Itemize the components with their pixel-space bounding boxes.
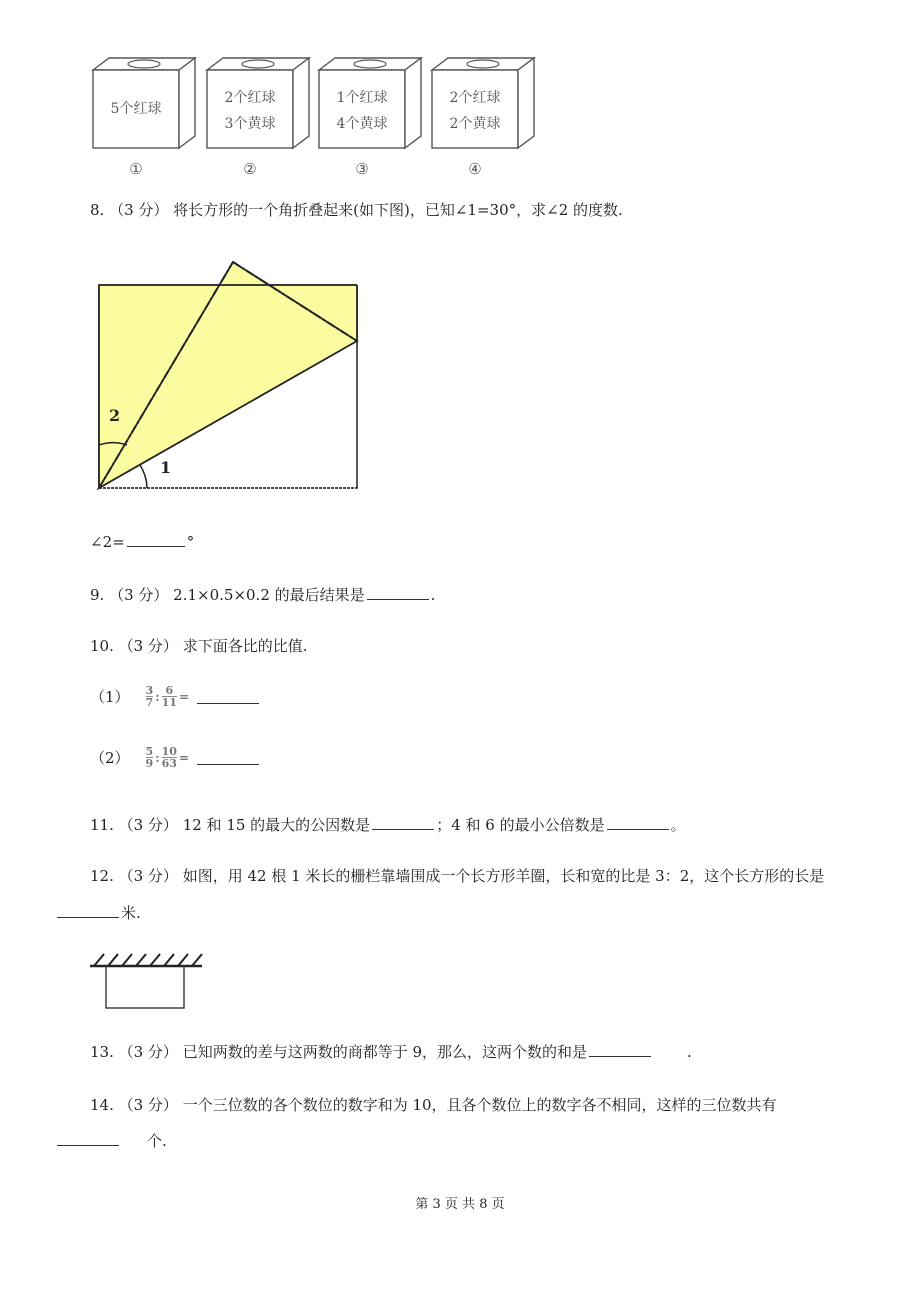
wall-hatching	[94, 954, 202, 966]
question-12-suffix: 米.	[121, 904, 141, 922]
question-10-item-2	[90, 746, 261, 769]
question-12-text: 12. （3 分） 如图，用 42 根 1 米长的栅栏靠墙围成一个长方形羊圈，长和宽的比是 3：2，这个长方形的长是	[90, 867, 825, 885]
answer-11-2-blank[interactable]	[607, 815, 669, 830]
frac-denominator: 11	[161, 696, 177, 709]
angle-1-label: 1	[160, 458, 172, 477]
answer-12-blank[interactable]	[57, 903, 119, 918]
question-13-text: 13. （3 分） 已知两数的差与这两数的商都等于 9，那么，这两个数的和是	[90, 1043, 588, 1061]
equals-sign: =	[178, 689, 190, 704]
question-11-mid: ；4 和 6 的最小公倍数是	[436, 816, 605, 834]
answer-10-2-blank[interactable]	[197, 750, 259, 765]
frac-numerator: 10	[161, 745, 177, 758]
answer-13-blank[interactable]	[589, 1042, 651, 1057]
frac-denominator: 9	[145, 757, 154, 770]
answer-14-blank[interactable]	[57, 1131, 119, 1146]
ratio-sign: :	[155, 689, 160, 704]
answer-10-1-blank[interactable]	[197, 689, 259, 704]
question-12-answer	[55, 903, 141, 923]
folded-rectangle-figure	[90, 255, 370, 495]
pen-rectangle	[106, 966, 184, 1008]
box-1-line-1: 5个红球	[110, 101, 162, 117]
question-8-answer	[90, 532, 194, 552]
frac-numerator: 5	[145, 745, 154, 758]
fence-wall-figure	[88, 950, 208, 1018]
question-9-text: 9. （3 分） 2.1×0.5×0.2 的最后结果是	[90, 586, 365, 604]
question-14-answer	[55, 1131, 167, 1151]
angle-1-arc	[140, 465, 147, 488]
box-1-label: ①	[129, 160, 143, 178]
question-9	[90, 585, 435, 605]
question-14-text: 14. （3 分） 一个三位数的各个数位的数字和为 10，且各个数位上的数字各不相同，这样的三位数共有	[90, 1096, 777, 1114]
item-2-label: （2）	[90, 748, 130, 767]
frac-numerator: 3	[145, 684, 154, 697]
answer-8-blank[interactable]	[127, 532, 185, 547]
box-4-line-1: 2个红球	[449, 90, 501, 106]
answer-8-prefix: ∠2=	[90, 533, 125, 551]
answer-8-suffix: °	[186, 533, 195, 551]
frac-denominator: 7	[145, 696, 154, 709]
question-9-suffix: .	[430, 586, 436, 604]
page-footer: 第 3 页 共 8 页	[415, 1197, 505, 1212]
box-3-line-2: 4个黄球	[336, 116, 388, 132]
question-11-suffix: 。	[670, 816, 686, 834]
question-10-item-1	[90, 685, 261, 708]
frac-denominator: 63	[161, 757, 177, 770]
box-3-label: ③	[355, 160, 369, 178]
question-10-text: 10. （3 分） 求下面各比的比值.	[90, 637, 308, 655]
equals-sign: =	[178, 750, 190, 765]
question-13	[90, 1042, 692, 1062]
box-4-line-2: 2个黄球	[449, 116, 501, 132]
question-11-text: 11. （3 分） 12 和 15 的最大的公因数是	[90, 816, 371, 834]
frac-numerator: 6	[165, 684, 174, 697]
answer-11-1-blank[interactable]	[372, 815, 434, 830]
box-4-label: ④	[468, 160, 482, 178]
item-1-label: （1）	[90, 687, 130, 706]
question-14-suffix: 个.	[147, 1132, 167, 1150]
box-2-line-1: 2个红球	[224, 90, 276, 106]
ratio-sign: :	[155, 750, 160, 765]
boxes-figure	[85, 52, 555, 180]
question-13-suffix: .	[687, 1043, 692, 1061]
answer-9-blank[interactable]	[367, 585, 429, 600]
angle-2-label: 2	[109, 406, 121, 425]
box-3-line-1: 1个红球	[336, 90, 388, 106]
box-2-line-2: 3个黄球	[224, 116, 276, 132]
question-11	[90, 815, 686, 835]
box-2-label: ②	[243, 160, 257, 178]
question-8-text: 8. （3 分） 将长方形的一个角折叠起来(如下图)，已知∠1=30°，求∠2 的度数.	[90, 201, 623, 219]
